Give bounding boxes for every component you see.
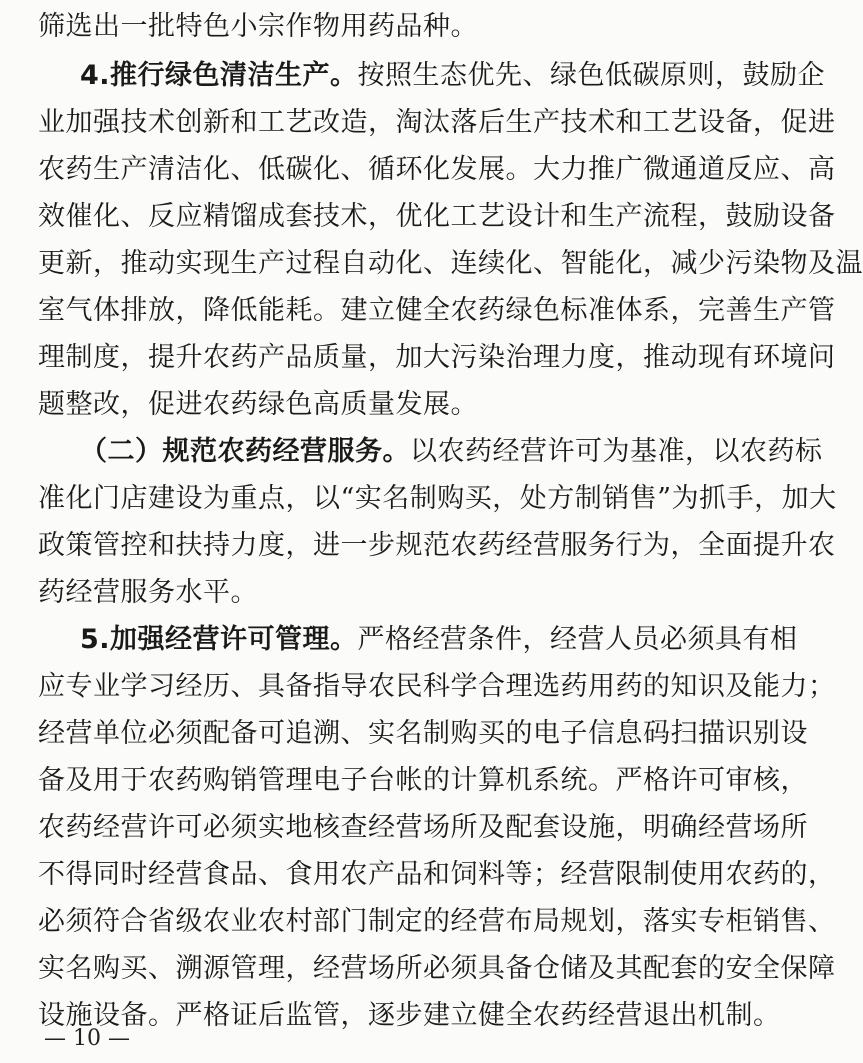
- section-5-heading-line: 5.加强经营许可管理。严格经营条件，经营人员必须具有相: [80, 624, 798, 655]
- body-line: 备及用于农药购销管理电子台帐的计算机系统。严格许可审核，: [38, 765, 808, 796]
- body-line: 筛选出一批特色小宗作物用药品种。: [38, 11, 478, 42]
- body-line: 理制度，提升农药产品质量，加大污染治理力度，推动现有环境问: [38, 342, 836, 373]
- section-4-heading: 4.推行绿色清洁生产。: [80, 60, 358, 91]
- section-4-heading-line: 4.推行绿色清洁生产。按照生态优先、绿色低碳原则，鼓励企: [80, 60, 826, 91]
- body-line: 题整改，促进农药绿色高质量发展。: [38, 389, 478, 420]
- body-line: 药经营服务水平。: [38, 577, 258, 608]
- body-line: 实名购买、溯源管理，经营场所必须具备仓储及其配套的安全保障: [38, 953, 836, 984]
- body-line: 政策管控和扶持力度，进一步规范农药经营服务行为，全面提升农: [38, 530, 836, 561]
- body-line: 设施设备。严格证后监管，逐步建立健全农药经营退出机制。: [38, 1000, 781, 1031]
- section-2-heading-line: （二）规范农药经营服务。以农药经营许可为基准，以农药标: [80, 436, 823, 467]
- body-line: 农药生产清洁化、低碳化、循环化发展。大力推广微通道反应、高: [38, 154, 836, 185]
- page-number: — 10 —: [44, 1026, 130, 1051]
- body-line: 更新，推动实现生产过程自动化、连续化、智能化，减少污染物及温: [38, 248, 863, 279]
- body-line: 室气体排放，降低能耗。建立健全农药绿色标准体系，完善生产管: [38, 295, 836, 326]
- section-5-heading: 5.加强经营许可管理。: [80, 624, 358, 655]
- body-line: 准化门店建设为重点，以“实名制购买，处方制销售”为抓手，加大: [38, 483, 837, 514]
- body-line: 不得同时经营食品、食用农产品和饲料等；经营限制使用农药的，: [38, 859, 836, 890]
- body-line: 应专业学习经历、具备指导农民科学合理选药用药的知识及能力；: [38, 671, 836, 702]
- section-2-heading: （二）规范农药经营服务。: [80, 436, 410, 467]
- body-line: 经营单位必须配备可追溯、实名制购买的电子信息码扫描识别设: [38, 718, 808, 749]
- body-line: 农药经营许可必须实地核查经营场所及配套设施，明确经营场所: [38, 812, 808, 843]
- body-line: 效催化、反应精馏成套技术，优化工艺设计和生产流程，鼓励设备: [38, 201, 836, 232]
- body-line: 必须符合省级农业农村部门制定的经营布局规划，落实专柜销售、: [38, 906, 836, 937]
- body-line: 业加强技术创新和工艺改造，淘汰落后生产技术和工艺设备，促进: [38, 107, 836, 138]
